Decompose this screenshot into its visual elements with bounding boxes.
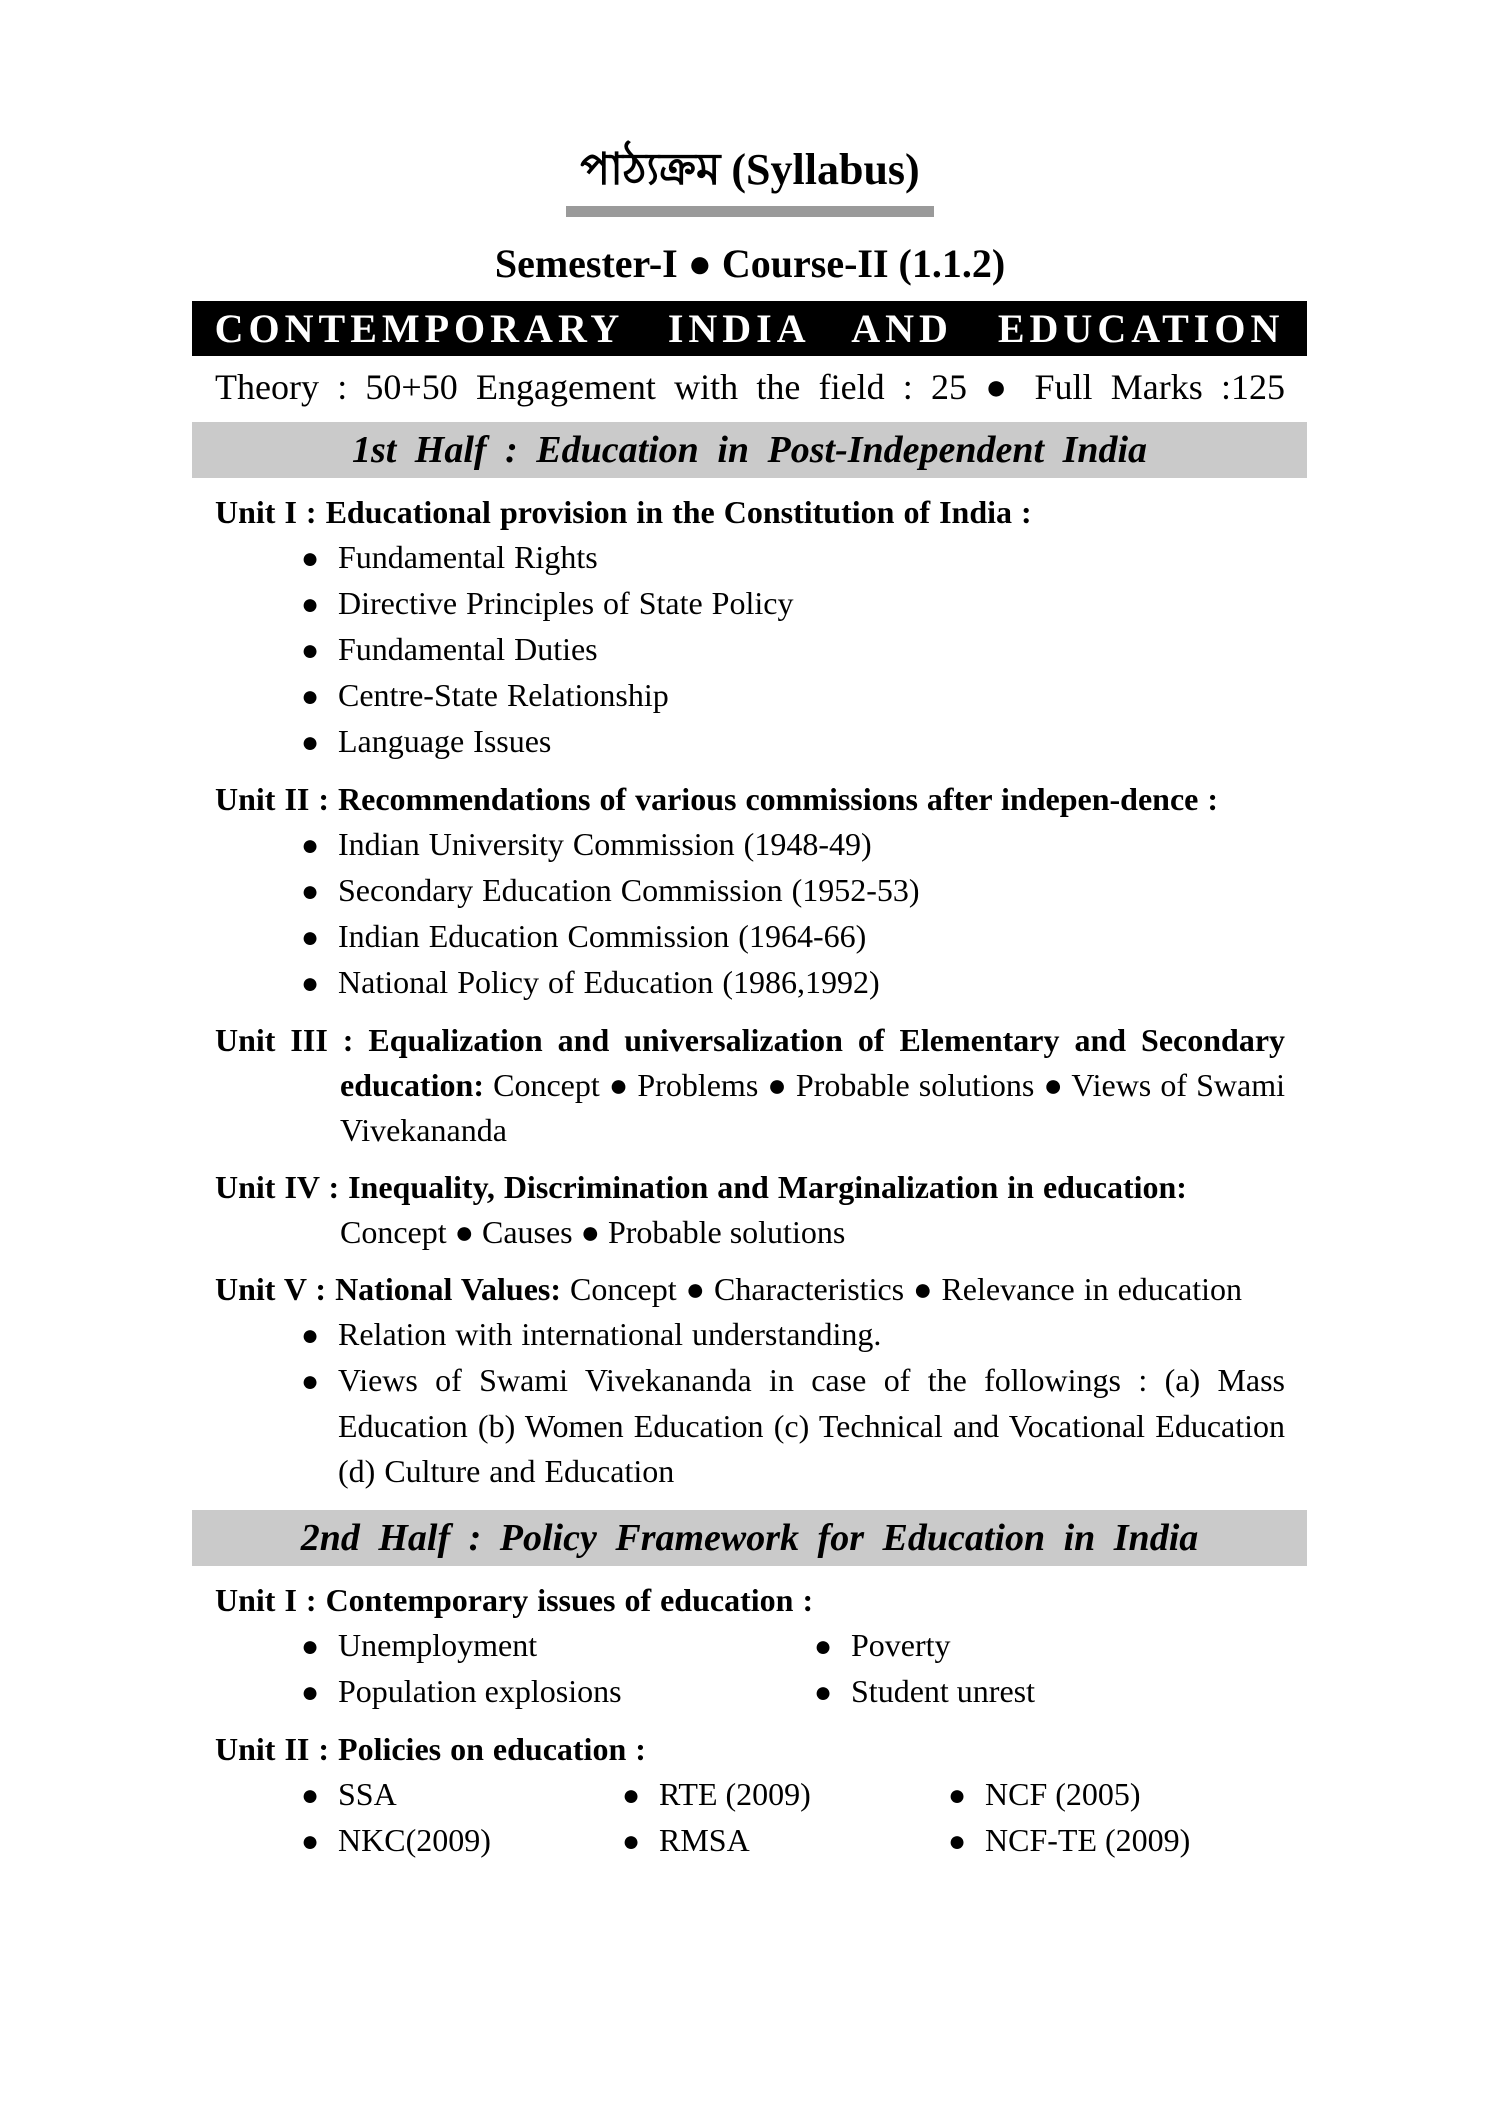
list-item (215, 868, 1285, 914)
unit-title: Equalization and universalization of Elementary and Secondary education: (340, 1022, 1286, 1103)
list-item-text: SSA (338, 1776, 397, 1812)
bullet-list (215, 1312, 1285, 1494)
unit-label: Unit I : (215, 494, 317, 530)
bullet-icon: ● (301, 680, 320, 713)
unit-title: National Values: (335, 1271, 561, 1307)
page-content (215, 0, 1285, 1864)
first-half-banner: 1st Half : Education in Post-Independent India (192, 422, 1307, 478)
list-item (215, 914, 1285, 960)
list-item (301, 1669, 814, 1715)
unit-4-first-half (215, 1165, 1285, 1255)
list-item-text: Unemployment (338, 1627, 538, 1663)
list-item (301, 1772, 622, 1818)
bullet-icon: ● (301, 726, 320, 759)
unit-label: Unit II : (215, 781, 330, 817)
bullet-icon: ● (301, 1365, 320, 1398)
bullet-icon: ● (301, 1825, 320, 1858)
unit-heading (215, 1165, 1285, 1210)
list-item-text: Poverty (851, 1627, 951, 1663)
unit-title: Inequality, Discrimination and Marginalization in education: (348, 1169, 1187, 1205)
list-item (215, 627, 1285, 673)
unit-title: Recommendations of various commissions after indepen-dence : (338, 781, 1219, 817)
bullet-row (215, 1623, 1285, 1669)
list-item (215, 1312, 1285, 1358)
bullet-icon: ● (948, 1779, 967, 1812)
unit-heading (215, 1578, 1285, 1623)
bullet-icon: ● (301, 967, 320, 1000)
unit-label: Unit II : (215, 1731, 330, 1767)
list-item (215, 1358, 1285, 1494)
unit-1-first-half (215, 490, 1285, 765)
bullet-icon: ● (301, 634, 320, 667)
list-item-text: Secondary Education Commission (1952-53) (338, 872, 920, 908)
unit-inline-text: Concept ● Characteristics ● Relevance in education (570, 1271, 1242, 1307)
unit-2-first-half (215, 777, 1285, 1006)
list-item (215, 960, 1285, 1006)
page-title (215, 0, 1285, 200)
unit-label: Unit III : (215, 1022, 354, 1058)
list-item-text: Student unrest (851, 1673, 1035, 1709)
list-item-text: RTE (2009) (659, 1776, 811, 1812)
bullet-icon: ● (301, 875, 320, 908)
bullet-row (215, 1772, 1285, 1818)
unit-2-second-half (215, 1727, 1285, 1864)
unit-heading (215, 777, 1285, 822)
list-item-text: Relation with international understanding. (338, 1316, 882, 1352)
bullet-icon: ● (948, 1825, 967, 1858)
unit-label: Unit V : (215, 1271, 327, 1307)
list-item-text: National Policy of Education (1986,1992) (338, 964, 880, 1000)
list-item (215, 581, 1285, 627)
unit-3-first-half (215, 1018, 1285, 1153)
list-item-text: Indian University Commission (1948-49) (338, 826, 872, 862)
list-item (948, 1818, 1190, 1864)
first-half-section (215, 422, 1285, 1494)
bullet-row (215, 1818, 1285, 1864)
list-item-text: Directive Principles of State Policy (338, 585, 794, 621)
list-item-text: NCF (2005) (985, 1776, 1141, 1812)
list-item (301, 1623, 814, 1669)
unit-5-first-half (215, 1267, 1285, 1494)
list-item (215, 535, 1285, 581)
bullet-row (215, 1669, 1285, 1715)
list-item-text: RMSA (659, 1822, 750, 1858)
list-item-text: NKC(2009) (338, 1822, 491, 1858)
list-item-text: Centre-State Relationship (338, 677, 669, 713)
unit-1-second-half (215, 1578, 1285, 1715)
marks-line: Theory : 50+50 Engagement with the field : 25 ● Full Marks :125 (215, 367, 1285, 407)
unit-inline-text: Concept ● Problems ● Probable solutions ● Views of Swami Vivekananda (340, 1067, 1286, 1148)
bullet-icon: ● (301, 921, 320, 954)
unit-heading (215, 1267, 1285, 1312)
bullet-list (215, 535, 1285, 765)
title-underline-bar (566, 206, 934, 217)
list-item (622, 1818, 948, 1864)
page-title-bengali: পাঠ্যক্রম (580, 145, 721, 194)
unit-label: Unit I : (215, 1582, 317, 1618)
bullet-icon: ● (301, 1779, 320, 1812)
list-item (814, 1623, 951, 1669)
list-item-text: Fundamental Rights (338, 539, 598, 575)
bullet-icon: ● (301, 829, 320, 862)
list-item-text: Views of Swami Vivekananda in case of the followings : (a) Mass Education (b) Women Education (c) Technical and Vocational Education (d) Culture and Education (338, 1362, 1285, 1489)
bullet-icon: ● (301, 1630, 320, 1663)
list-item (215, 673, 1285, 719)
bullet-icon: ● (301, 1319, 320, 1352)
unit-title: Contemporary issues of education : (325, 1582, 814, 1618)
list-item (622, 1772, 948, 1818)
list-item-text: Language Issues (338, 723, 552, 759)
second-half-section (215, 1510, 1285, 1864)
list-item (215, 719, 1285, 765)
list-item-text: Fundamental Duties (338, 631, 598, 667)
list-item (301, 1818, 622, 1864)
bullet-icon: ● (622, 1825, 641, 1858)
unit-label: Unit IV : (215, 1169, 340, 1205)
unit-title: Policies on education : (338, 1731, 646, 1767)
second-half-banner: 2nd Half : Policy Framework for Education in India (192, 1510, 1307, 1566)
unit-heading (215, 490, 1285, 535)
semester-course-line: Semester-I ● Course-II (1.1.2) (494, 241, 1006, 286)
unit-heading (215, 1018, 1285, 1153)
bullet-icon: ● (301, 542, 320, 575)
bullet-icon: ● (301, 588, 320, 621)
unit-block-text: Concept ● Causes ● Probable solutions (340, 1214, 846, 1250)
page-title-english: (Syllabus) (731, 145, 920, 194)
unit-heading (215, 1727, 1285, 1772)
list-item-text: Indian Education Commission (1964-66) (338, 918, 867, 954)
list-item-text: NCF-TE (2009) (985, 1822, 1191, 1858)
bullet-icon: ● (622, 1779, 641, 1812)
unit-title: Educational provision in the Constitution of India : (325, 494, 1032, 530)
bullet-icon: ● (301, 1676, 320, 1709)
list-item-text: Population explosions (338, 1673, 622, 1709)
list-item (948, 1772, 1141, 1818)
bullet-icon: ● (814, 1630, 833, 1663)
course-title-banner: CONTEMPORARY INDIA AND EDUCATION (192, 301, 1307, 356)
list-item (814, 1669, 1035, 1715)
bullet-icon: ● (814, 1676, 833, 1709)
list-item (215, 822, 1285, 868)
bullet-list (215, 822, 1285, 1006)
